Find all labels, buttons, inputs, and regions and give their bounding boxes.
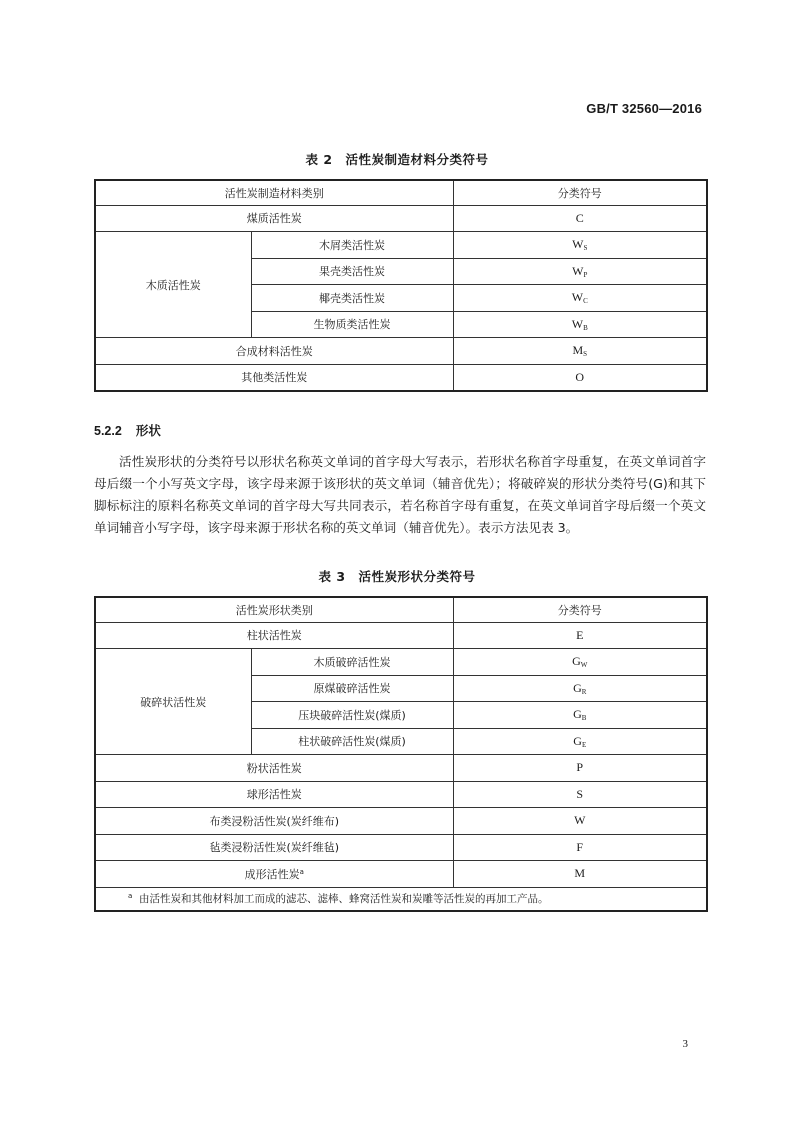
page-number: 3 xyxy=(682,1038,688,1050)
table-row xyxy=(95,808,707,835)
section-heading xyxy=(94,421,161,439)
symbol-cell: $W_P$ xyxy=(453,258,707,285)
table-row xyxy=(95,622,707,649)
subcategory-cell: 柱状破碎活性炭(煤质) xyxy=(251,728,453,755)
table-row xyxy=(95,649,707,676)
symbol-cell: $G_R$ xyxy=(453,675,707,702)
col-header-category: 活性炭形状类别 xyxy=(95,597,453,622)
col-header-symbol: 分类符号 xyxy=(453,180,707,205)
symbol-cell: $W_B$ xyxy=(453,311,707,338)
group-category-cell: 破碎状活性炭 xyxy=(95,649,251,755)
table-row xyxy=(95,755,707,782)
subcategory-cell: 原煤破碎活性炭 xyxy=(251,675,453,702)
section-paragraph: 活性炭形状的分类符号以形状名称英文单词的首字母大写表示，若形状名称首字母重复，在英文单词首字母后缀一个小写英文字母，该字母来源于该形状的英文单词（辅音优先）；将破碎炭的形状分类符号(G)和其下脚标标注的原料名称英文单词的首字母大写共同表示，若名称首字母有重复，在英文单词首字母后缀一个英文单词辅音小写字母，该字母来源于形状名称的英文单词（辅音优先）。表示方法见表 3。 xyxy=(94,454,706,535)
subcategory-cell: 果壳类活性炭 xyxy=(251,258,453,285)
group-category-cell: 木质活性炭 xyxy=(95,232,251,338)
symbol-cell: $M_S$ xyxy=(453,338,707,365)
category-cell: 毡类浸粉活性炭(炭纤维毡) xyxy=(95,834,453,861)
category-cell: 布类浸粉活性炭(炭纤维布) xyxy=(95,808,453,835)
table2-title: 表 2 活性炭制造材料分类符号 xyxy=(305,152,489,167)
table-row xyxy=(95,861,707,888)
table-row xyxy=(95,781,707,808)
symbol-cell: C xyxy=(453,205,707,232)
table-row xyxy=(95,364,707,391)
section-number: 5.2.2 xyxy=(94,424,122,438)
footnote-marker: a xyxy=(299,867,304,876)
table2-material-classification xyxy=(94,179,708,392)
symbol-cell: O xyxy=(453,364,707,391)
table-header-row xyxy=(95,180,707,205)
symbol-cell: $G_B$ xyxy=(453,702,707,729)
category-cell: 球形活性炭 xyxy=(95,781,453,808)
standard-code: GB/T 32560—2016 xyxy=(586,101,702,116)
symbol-cell: M xyxy=(453,861,707,888)
table-row xyxy=(95,232,707,259)
subcategory-cell: 椰壳类活性炭 xyxy=(251,285,453,312)
footnote-marker: a xyxy=(128,892,133,901)
table-row xyxy=(95,834,707,861)
category-cell: 成形活性炭$^a$ xyxy=(95,861,453,888)
subcategory-cell: 木屑类活性炭 xyxy=(251,232,453,259)
symbol-cell: P xyxy=(453,755,707,782)
symbol-cell: $G_E$ xyxy=(453,728,707,755)
category-cell: 合成材料活性炭 xyxy=(95,338,453,365)
section-title: 形状 xyxy=(135,423,161,438)
subcategory-cell: 生物质类活性炭 xyxy=(251,311,453,338)
symbol-cell: $W_S$ xyxy=(453,232,707,259)
col-header-symbol: 分类符号 xyxy=(453,597,707,622)
table-header-row xyxy=(95,597,707,622)
symbol-cell: S xyxy=(453,781,707,808)
symbol-cell: W xyxy=(453,808,707,835)
category-cell: 粉状活性炭 xyxy=(95,755,453,782)
category-cell: 柱状活性炭 xyxy=(95,622,453,649)
category-cell: 其他类活性炭 xyxy=(95,364,453,391)
table3-shape-classification xyxy=(94,596,708,912)
symbol-cell: F xyxy=(453,834,707,861)
table-footnote-row xyxy=(95,887,707,911)
col-header-category: 活性炭制造材料类别 xyxy=(95,180,453,205)
category-cell: 煤质活性炭 xyxy=(95,205,453,232)
symbol-cell: E xyxy=(453,622,707,649)
table3-title: 表 3 活性炭形状分类符号 xyxy=(318,569,476,584)
subcategory-cell: 木质破碎活性炭 xyxy=(251,649,453,676)
table-footnote: $^a$ 由活性炭和其他材料加工而成的滤芯、滤棒、蜂窝活性炭和炭雕等活性炭的再加工产品。 xyxy=(95,887,707,911)
subcategory-cell: 压块破碎活性炭(煤质) xyxy=(251,702,453,729)
table-row xyxy=(95,338,707,365)
symbol-cell: $W_C$ xyxy=(453,285,707,312)
table-row xyxy=(95,205,707,232)
symbol-cell: $G_W$ xyxy=(453,649,707,676)
